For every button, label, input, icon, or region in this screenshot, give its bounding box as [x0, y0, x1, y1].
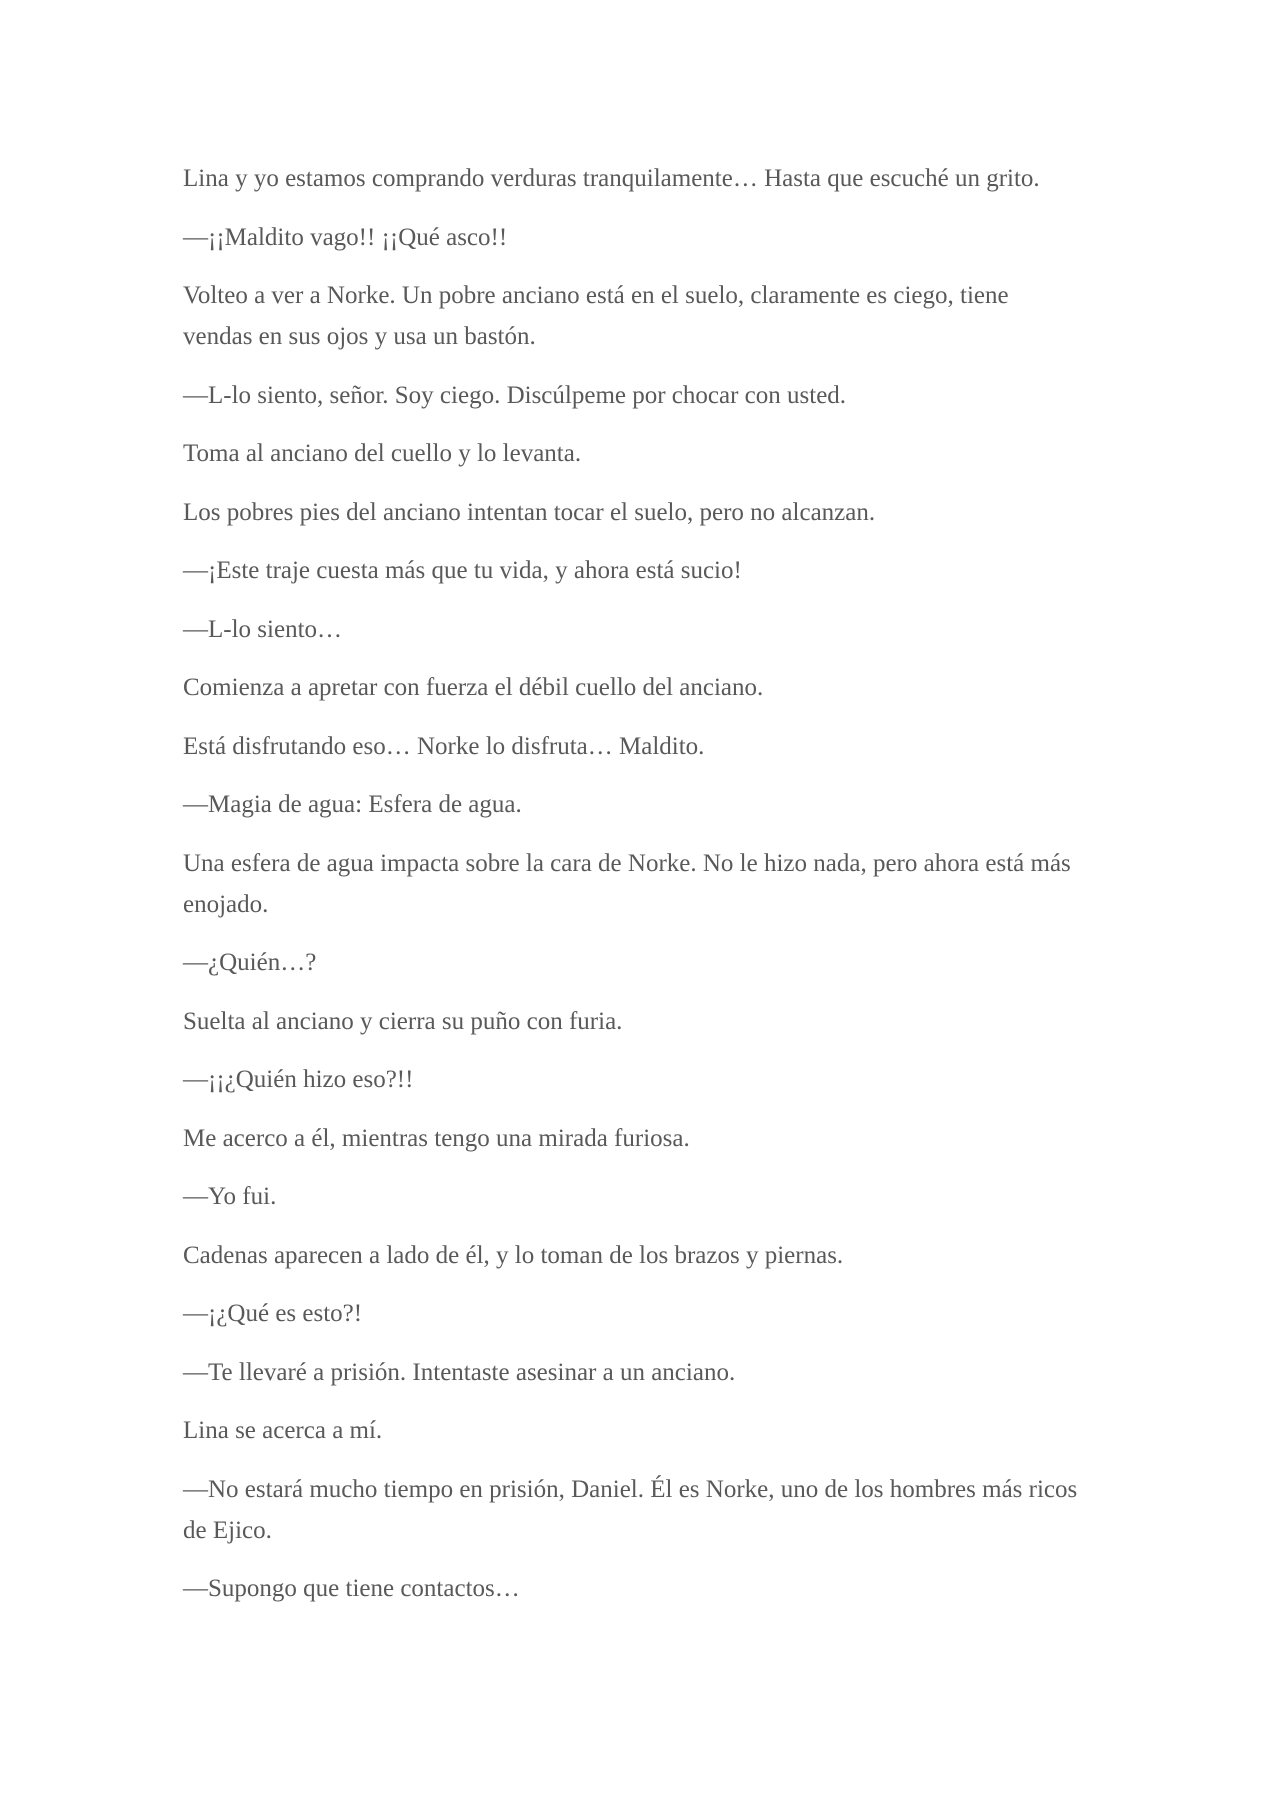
paragraph: Una esfera de agua impacta sobre la cara de Norke. No le hizo nada, pero ahora está más enojado.	[183, 849, 1071, 918]
dialogue-line: —Supongo que tiene contactos…	[183, 1575, 520, 1602]
paragraph: Me acerco a él, mientras tengo una mirada furiosa.	[183, 1124, 690, 1152]
paragraph: Toma al anciano del cuello y lo levanta.	[183, 440, 582, 467]
paragraph: Está disfrutando eso… Norke lo disfruta… Maldito.	[183, 732, 705, 760]
paragraph: Lina y yo estamos comprando verduras tranquilamente… Hasta que escuché un grito.	[183, 165, 1040, 192]
dialogue-line: —Yo fui.	[183, 1183, 277, 1210]
dialogue-line: —¡¿Qué es esto?!	[183, 1300, 363, 1327]
paragraph: Lina se acerca a mí.	[183, 1417, 383, 1444]
dialogue-line: —L-lo siento, señor. Soy ciego. Discúlpeme por chocar con usted.	[183, 381, 847, 409]
dialogue-line: —No estará mucho tiempo en prisión, Daniel. Él es Norke, uno de los hombres más ricos de Ejico.	[183, 1475, 1078, 1544]
paragraph: Los pobres pies del anciano intentan tocar el suelo, pero no alcanzan.	[183, 498, 876, 526]
paragraph: Volteo a ver a Norke. Un pobre anciano está en el suelo, claramente es ciego, tiene vendas en sus ojos y usa un bastón.	[183, 282, 1009, 350]
paragraph: Cadenas aparecen a lado de él, y lo toman de los brazos y piernas.	[183, 1241, 844, 1269]
paragraph: Comienza a apretar con fuerza el débil cuello del anciano.	[183, 674, 764, 701]
dialogue-line: —¿Quién…?	[183, 949, 317, 976]
document-body	[183, 158, 1083, 1627]
dialogue-line: —L-lo siento…	[183, 615, 343, 643]
dialogue-line: —Te llevaré a prisión. Intentaste asesinar a un anciano.	[183, 1358, 736, 1386]
dialogue-line: —¡¡Maldito vago!! ¡¡Qué asco!!	[183, 223, 508, 251]
paragraph: Suelta al anciano y cierra su puño con furia.	[183, 1007, 623, 1035]
dialogue-line: —¡Este traje cuesta más que tu vida, y ahora está sucio!	[183, 557, 742, 584]
dialogue-line: —Magia de agua: Esfera de agua.	[183, 791, 522, 818]
dialogue-line: —¡¡¿Quién hizo eso?!!	[183, 1066, 414, 1093]
